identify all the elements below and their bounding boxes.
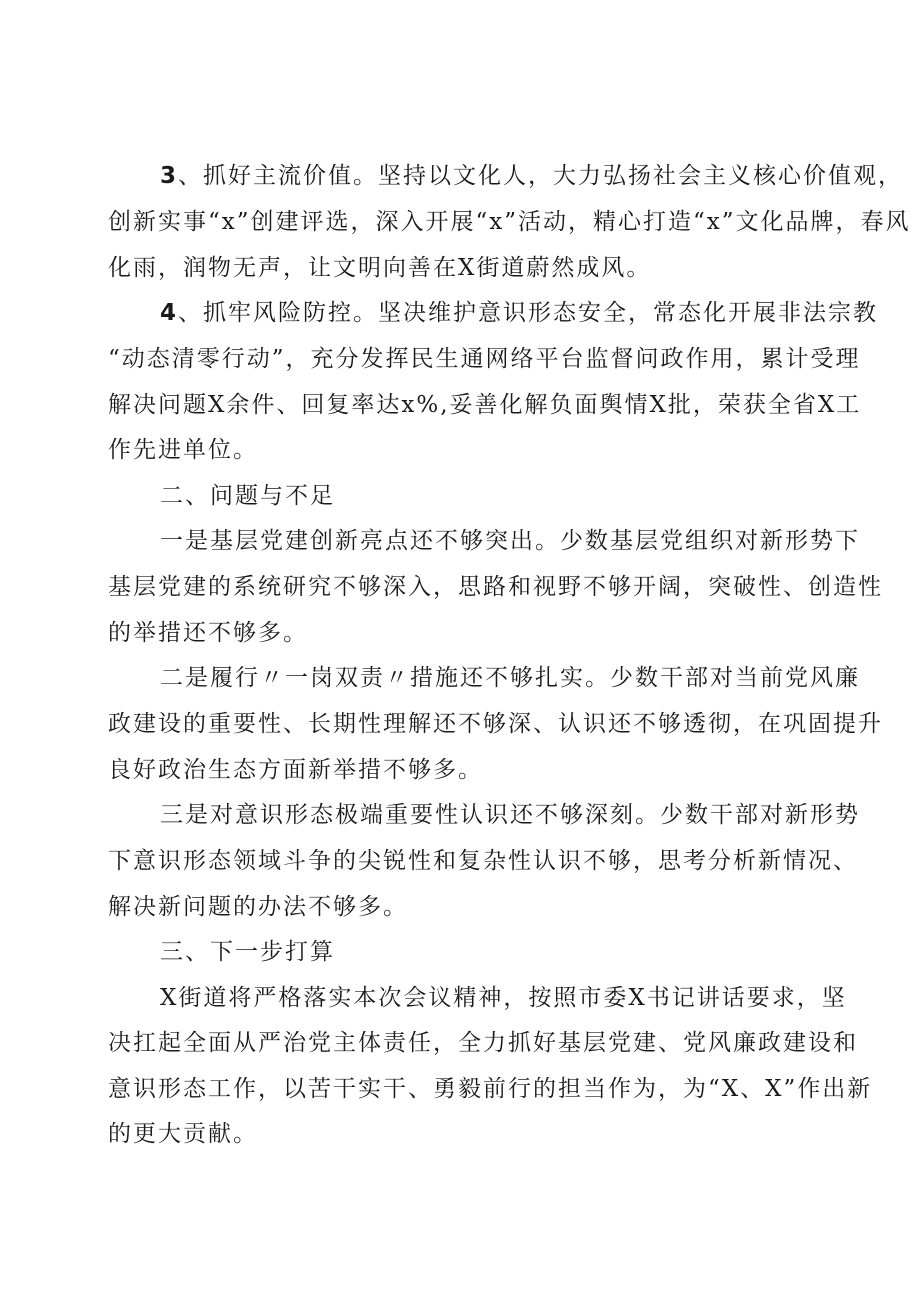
plan-line-3: 意识形态工作，以苦干实干、勇毅前行的担当作为，为“X、X”作出新 (108, 1076, 873, 1102)
issue-1-line-3: 的举措还不够多。 (108, 620, 308, 646)
issue-3-line-1: 三是对意识形态极端重要性认识还不够深刻。少数干部对新形势 (160, 802, 860, 828)
plan-line-4: 的更大贡献。 (108, 1121, 258, 1147)
paragraph-4-line-2: “动态清零行动”，充分发挥民生通网络平台监督问政作用，累计受理 (108, 346, 861, 372)
item-number-3: 3 (160, 163, 179, 189)
item-number-4: 4 (160, 300, 179, 326)
paragraph-4-line-1: 4、抓牢风险防控。坚决维护意识形态安全，常态化开展非法宗教 (160, 300, 879, 326)
issue-2-line-2: 政建设的重要性、长期性理解还不够深、认识还不够透彻，在巩固提升 (108, 711, 883, 737)
paragraph-4-line-4: 作先进单位。 (108, 437, 258, 463)
section-heading-next-steps: 三、下一步打算 (160, 939, 335, 965)
issue-3-line-3: 解决新问题的办法不够多。 (108, 894, 408, 920)
issue-1-line-1: 一是基层党建创新亮点还不够突出。少数基层党组织对新形势下 (160, 528, 860, 554)
issue-3-line-2: 下意识形态领域斗争的尖锐性和复杂性认识不够，思考分析新情况、 (108, 848, 858, 874)
issue-2-line-3: 良好政治生态方面新举措不够多。 (108, 757, 483, 783)
paragraph-3-line-2: 创新实事“x”创建评选，深入开展“x”活动，精心打造“x”文化品牌，春风 (108, 209, 911, 235)
plan-line-2: 决扛起全面从严治党主体责任，全力抓好基层党建、党风廉政建设和 (108, 1030, 858, 1056)
section-heading-problems: 二、问题与不足 (160, 483, 335, 509)
issue-1-line-2: 基层党建的系统研究不够深入，思路和视野不够开阔，突破性、创造性 (108, 574, 883, 600)
plan-line-1: X街道将严格落实本次会议精神，按照市委X书记讲话要求，坚 (160, 985, 847, 1011)
paragraph-4-line-3: 解决问题X余件、回复率达x%,妥善化解负面舆情X批，荣获全省X工 (108, 392, 862, 418)
paragraph-3-line-3: 化雨，润物无声，让文明向善在X街道蔚然成风。 (108, 255, 652, 281)
issue-2-line-1: 二是履行〃一岗双责〃措施还不够扎实。少数干部对当前党风廉 (160, 665, 860, 691)
paragraph-3-line-1: 3、抓好主流价值。坚持以文化人，大力弘扬社会主义核心价值观， (160, 163, 904, 189)
